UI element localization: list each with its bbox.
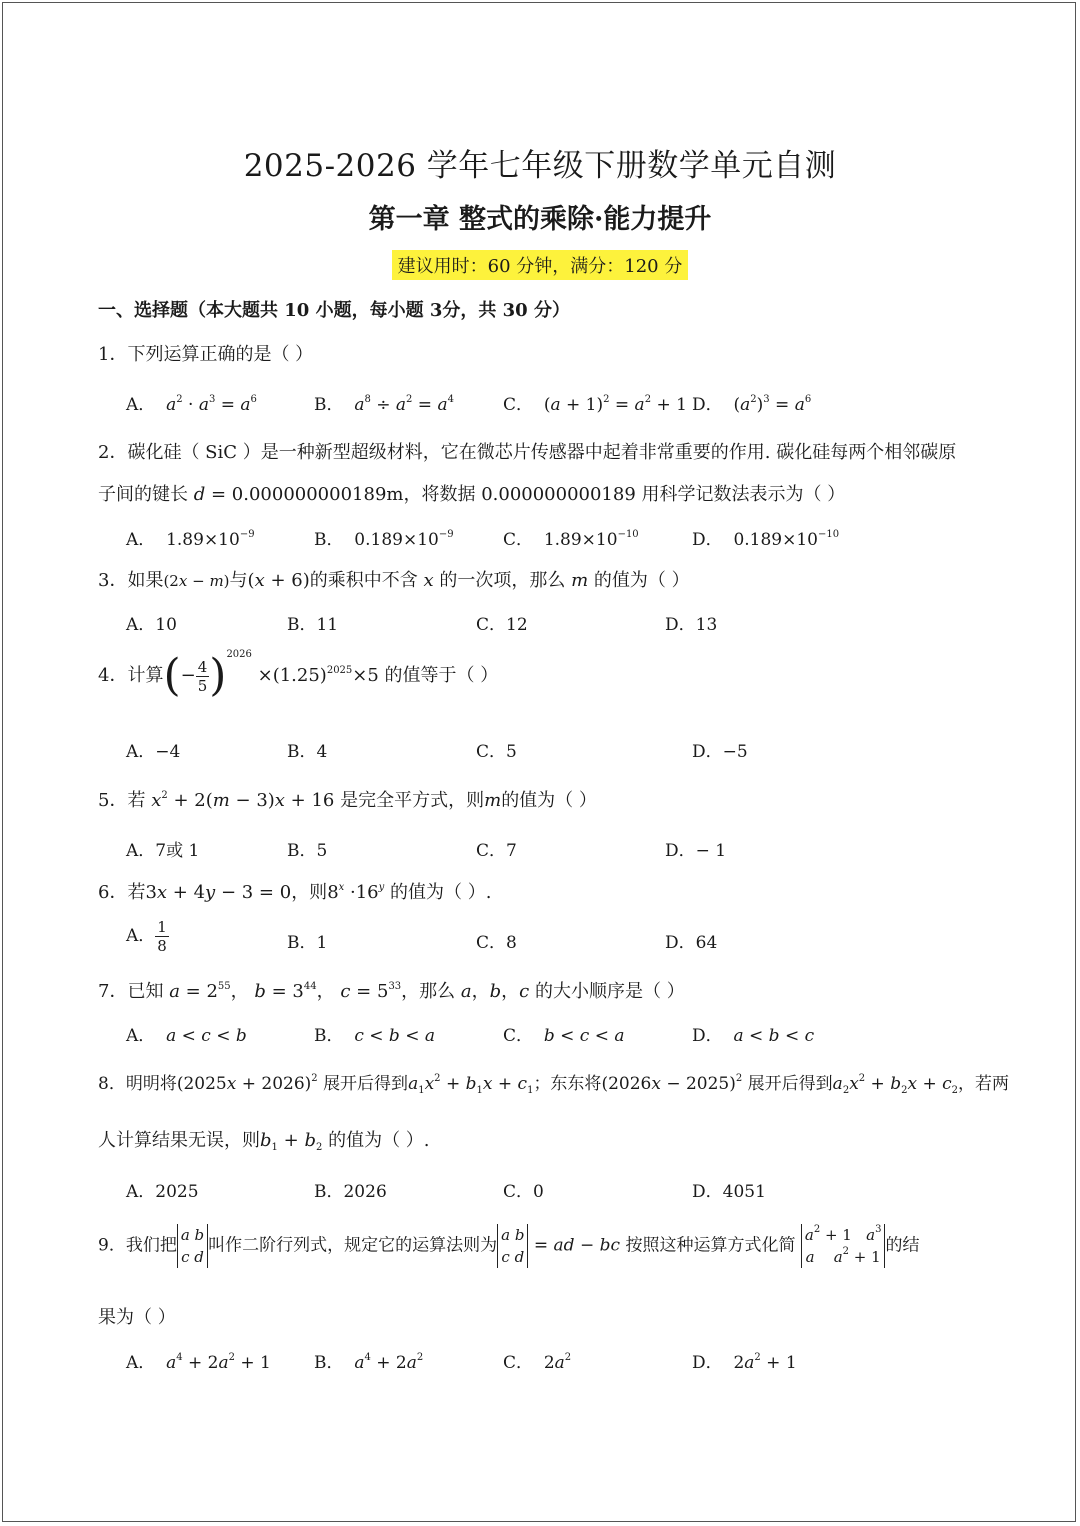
question-2-stem-line1: 2．碳化硅（ SiC ）是一种新型超级材料，它在微芯片传感器中起着非常重要的作用. 碳化硅每两个相邻碳原 [98, 442, 957, 463]
question-3-option-a: A．10 [126, 615, 177, 635]
question-6-stem: 6．若3x + 4y − 3 = 0，则$8^x \cdot 16^y$ 的值为（ ）. [98, 882, 492, 903]
question-6-option-b: B．1 [287, 933, 328, 953]
question-2-option-a: A． $1.89\times 10^{-9}$ [126, 529, 255, 550]
question-9-option-a: A． $a^4 + 2a^2 + 1$ [126, 1352, 271, 1373]
question-6-option-d: D．64 [665, 933, 718, 953]
question-6-option-c: C．8 [476, 933, 517, 953]
question-1-option-d: D． $(a^2)^3 = a^6$ [692, 394, 812, 415]
question-7-option-b: B． c < b < a [314, 1026, 435, 1046]
question-9-stem-line1: 9．我们把a b c d叫作二阶行列式，规定它的运算法则为a b c d = ad − bc 按照这种运算方式化简 $a^2 + 1$ $a^3$ a $a^2 + 1$的结 [98, 1224, 920, 1266]
question-8-option-d: D．4051 [692, 1182, 766, 1202]
time-hint: 建议用时：60 分钟，满分：120 分 [392, 250, 689, 280]
time-hint-wrap [0, 250, 1080, 280]
question-8-option-b: B．2026 [314, 1182, 387, 1202]
question-7-stem: 7．已知 $a = 2^{55}$， $b = 3^{44}$， $c = 5^{33}$，那么 a，b，c 的大小顺序是（ ） [98, 981, 685, 1002]
question-1-option-b: B． $a^8 \div a^2 = a^4$ [314, 394, 454, 415]
question-4-option-d: D．−5 [692, 742, 748, 762]
section-heading: 一、选择题（本大题共 10 小题，每小题 3分，共 30 分） [98, 300, 570, 321]
question-8-option-c: C．0 [503, 1182, 544, 1202]
question-7-option-c: C． b < c < a [503, 1026, 625, 1046]
question-2-option-d: D． $0.189\times 10^{-10}$ [692, 529, 840, 550]
question-3-option-d: D．13 [665, 615, 718, 635]
question-8-option-a: A．2025 [126, 1182, 199, 1202]
question-1-option-a: A． $a^2 \cdot a^3 = a^6$ [126, 394, 257, 415]
question-9-option-c: C． $2a^2$ [503, 1352, 572, 1373]
question-2-option-b: B． $0.189\times 10^{-9}$ [314, 529, 454, 550]
question-4-option-b: B．4 [287, 742, 328, 762]
question-9-option-b: B． $a^4 + 2a^2$ [314, 1352, 424, 1373]
question-7-option-a: A． a < c < b [126, 1026, 247, 1046]
question-1-option-c: C． $(a + 1)^2 = a^2 + 1$ [503, 394, 687, 415]
question-2-option-c: C． $1.89\times 10^{-10}$ [503, 529, 639, 550]
question-5-stem: 5．若 $x^2 + 2(m - 3)x + 16$ 是完全平方式，则m的值为（ ） [98, 790, 597, 811]
question-8-stem-line2: 人计算结果无误，则$b_1 + b_2$ 的值为（ ）. [98, 1130, 430, 1153]
question-9-stem-line2: 果为（ ） [98, 1307, 176, 1328]
question-3-option-b: B．11 [287, 615, 339, 635]
page-subtitle: 第一章 整式的乘除·能力提升 [368, 204, 712, 235]
page-title: 2025-2026 学年七年级下册数学单元自测 [243, 148, 837, 184]
question-4-option-c: C．5 [476, 742, 517, 762]
question-4-stem: 4．计算(− $\frac{4}{5}$ )$^{2026} \times(1.25)^{2025}\times 5$ 的值等于（ ） [98, 649, 499, 701]
question-9-option-d: D． $2a^2 + 1$ [692, 1352, 797, 1373]
question-5-option-b: B．5 [287, 841, 328, 861]
question-2-stem-line2: 子间的键长 d = 0.000000000189m，将数据 0.000000000189 用科学记数法表示为（ ） [98, 484, 846, 505]
question-8-stem-line1: 8．明明将$(2025x + 2026)^2$ 展开后得到$a_1x^2 + b_1x + c_1$；东东将$(2026x - 2025)^2$ 展开后得到$a_2x^2 + b_2x + c_2$，若两 [98, 1073, 1010, 1096]
question-5-option-c: C．7 [476, 841, 517, 861]
question-3-stem: 3．如果(2x − m)与(x + 6)的乘积中不含 x 的一次项，那么 m 的值为（ ） [98, 570, 690, 591]
question-5-option-a: A．7或 1 [126, 841, 200, 861]
question-3-option-c: C．12 [476, 615, 528, 635]
question-4-option-a: A．−4 [126, 742, 181, 762]
question-1-stem: 1．下列运算正确的是（ ） [98, 344, 314, 365]
question-6-option-a: A． $\frac{1}{8}$ [126, 918, 167, 955]
question-7-option-d: D． a < b < c [692, 1026, 815, 1046]
question-5-option-d: D．− 1 [665, 841, 727, 861]
